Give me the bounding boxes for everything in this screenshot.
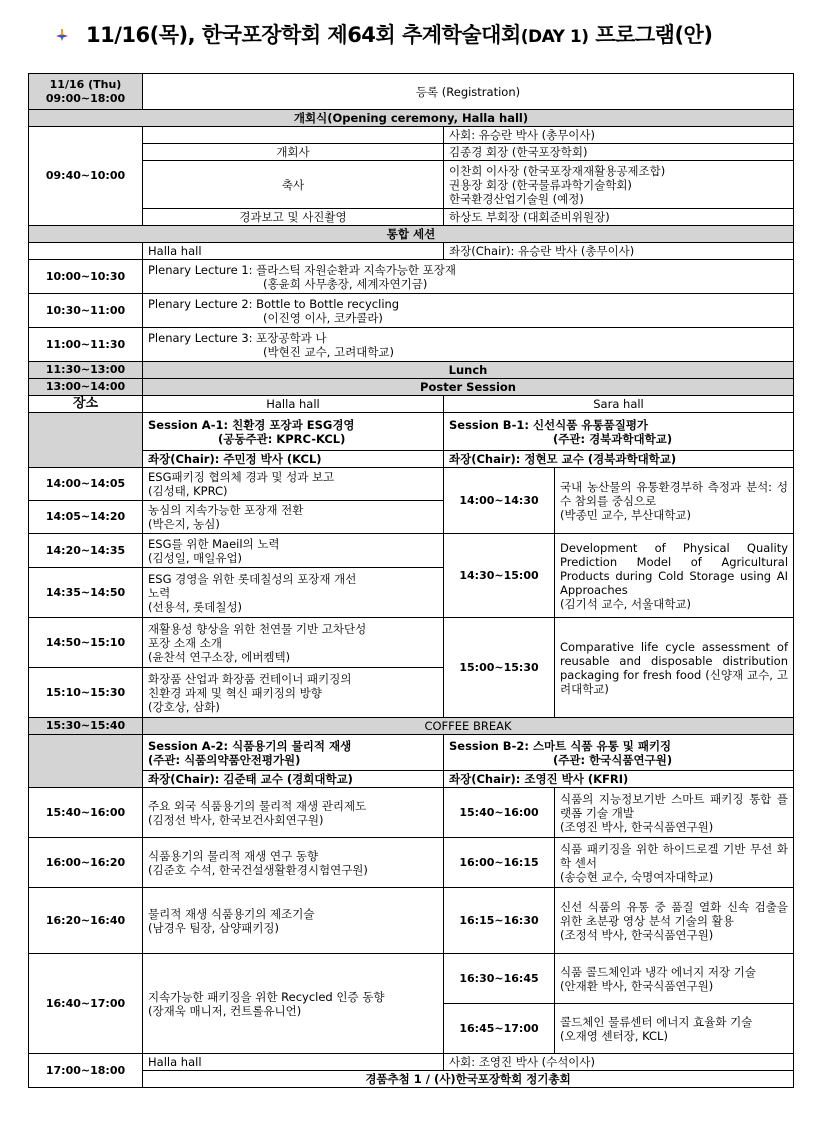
plenary-row: 10:00~10:30 Plenary Lecture 1: 플라스틱 자원순환과 지속가능한 포장재 (홍윤희 사무총장, 세계자연기금) xyxy=(29,260,794,294)
talk-a2-1: 주요 외국 식품용기의 물리적 재생 관리제도 (김정선 박사, 한국보건사회연구원) xyxy=(143,788,444,838)
registration-row xyxy=(29,74,794,110)
plenary-hall: Halla hall xyxy=(143,243,444,260)
session-a2-chair: 좌장(Chair): 김준태 교수 (경희대학교) xyxy=(143,771,444,788)
opening-address-by: 김종경 회장 (한국포장학회) xyxy=(444,144,794,161)
closing-hall: Halla hall xyxy=(143,1054,444,1071)
plenary-row: 11:00~11:30 Plenary Lecture 3: 포장공학과 나 (박현진 교수, 고려대학교) xyxy=(29,328,794,362)
talk-time: 16:20~16:40 xyxy=(29,888,143,954)
talk-a2-2: 식품용기의 물리적 재생 연구 동향 (김준호 수석, 한국건설생활환경시험연구원) xyxy=(143,838,444,888)
registration-label: 등록 (Registration) xyxy=(143,74,794,110)
poster-time: 13:00~14:00 xyxy=(29,379,143,396)
talk-a2-4: 지속가능한 패키징을 위한 Recycled 인증 동향 (장재욱 매니저, 컨트롤유니언) xyxy=(143,954,444,1054)
lunch-label: Lunch xyxy=(143,362,794,379)
plenary-empty xyxy=(29,243,143,260)
title-end: 프로그램(안) xyxy=(588,23,713,47)
opening-congrats-by: 이찬희 이사장 (한국포장재재활용공제조합) 권용장 회장 (한국물류과학기술학회) 한국환경산업기술원 (예정) xyxy=(444,161,794,209)
talk-a1-1: ESG패키징 협의체 경과 및 성과 보고 (김성태, KPRC) xyxy=(143,468,444,501)
closing-time: 17:00~18:00 xyxy=(29,1054,143,1088)
talk-time: 14:05~14:20 xyxy=(29,501,143,534)
plenary-chair: 좌장(Chair): 유승란 박사 (총무이사) xyxy=(444,243,794,260)
closing-mc: 사회: 조영진 박사 (수석이사) xyxy=(444,1054,794,1071)
talk-time: 14:35~14:50 xyxy=(29,568,143,618)
talk-b2-5: 콜드체인 물류센터 에너지 효율화 기술 (오재영 센터장, KCL) xyxy=(555,1004,794,1054)
session-b1-chair: 좌장(Chair): 정현모 교수 (경북과학대학교) xyxy=(444,451,794,468)
talk-b1-2: Development of Physical Quality Prediction Model of Agricultural Products during Cold Storage using AI Approaches (김기석 교수, 서울대학교) xyxy=(555,534,794,618)
coffee-time: 15:30~15:40 xyxy=(29,718,143,735)
opening-congrats: 축사 xyxy=(143,161,444,209)
talk-b2-4: 식품 콜드체인과 냉각 에너지 저장 기술 (안재환 박사, 한국식품연구원) xyxy=(555,954,794,1004)
venue-label: 장소 xyxy=(29,396,143,413)
session-header-empty xyxy=(29,413,143,468)
talk-time: 16:45~17:00 xyxy=(444,1004,555,1054)
session-a2-header: Session A-2: 식품용기의 물리적 재생 (주관: 식품의약품안전평가원) xyxy=(143,735,444,771)
title-day: (DAY 1) xyxy=(520,27,589,47)
session-b2-chair: 좌장(Chair): 조영진 박사 (KFRI) xyxy=(444,771,794,788)
opening-heading: 개회식(Opening ceremony, Halla hall) xyxy=(29,110,794,127)
talk-a1-6: 화장품 산업과 화장품 컨테이너 패키징의 친환경 과제 및 혁신 패키징의 방향 (강호상, 삼화) xyxy=(143,668,444,718)
talk-time: 16:00~16:20 xyxy=(29,838,143,888)
registration-time-cell: 11/16 (Thu) 09:00~18:00 xyxy=(29,74,143,110)
talk-time: 15:00~15:30 xyxy=(444,618,555,718)
plenary-heading: 통합 세션 xyxy=(29,226,794,243)
opening-mc: 사회: 유승란 박사 (총무이사) xyxy=(444,127,794,144)
opening-role-empty xyxy=(143,127,444,144)
talk-time: 14:00~14:30 xyxy=(444,468,555,534)
talk-a1-4: ESG 경영을 위한 롯데칠성의 포장재 개선 노력 (선용석, 롯데칠성) xyxy=(143,568,444,618)
talk-time: 16:15~16:30 xyxy=(444,888,555,954)
program-table xyxy=(28,73,794,1088)
session-b1-header: Session B-1: 신선식품 유통품질평가 (주관: 경북과학대학교) xyxy=(444,413,794,451)
talk-time: 15:40~16:00 xyxy=(29,788,143,838)
talk-b2-1: 식품의 지능정보기반 스마트 패키징 통합 플랫폼 기술 개발 (조영진 박사, 한국식품연구원) xyxy=(555,788,794,838)
talk-a1-5: 재활용성 향상을 위한 천연물 기반 고차단성 포장 소재 소개 (윤찬석 연구소장, 에버켐텍) xyxy=(143,618,444,668)
talk-time: 14:20~14:35 xyxy=(29,534,143,568)
opening-address: 개회사 xyxy=(143,144,444,161)
talk-a2-3: 물리적 재생 식품용기의 제조기술 (남경우 팀장, 삼양패키징) xyxy=(143,888,444,954)
venue-b: Sara hall xyxy=(444,396,794,413)
venue-a: Halla hall xyxy=(143,396,444,413)
talk-a1-2: 농심의 지속가능한 포장재 전환 (박은지, 농심) xyxy=(143,501,444,534)
opening-report-by: 하상도 부회장 (대회준비위원장) xyxy=(444,209,794,226)
session-header-empty xyxy=(29,735,143,788)
talk-time: 16:30~16:45 xyxy=(444,954,555,1004)
talk-time: 15:40~16:00 xyxy=(444,788,555,838)
opening-time: 09:40~10:00 xyxy=(29,127,143,226)
session-a1-chair: 좌장(Chair): 주민정 박사 (KCL) xyxy=(143,451,444,468)
talk-time: 14:50~15:10 xyxy=(29,618,143,668)
talk-time: 14:00~14:05 xyxy=(29,468,143,501)
coffee-label: COFFEE BREAK xyxy=(143,718,794,735)
talk-b1-3: Comparative life cycle assessment of reusable and disposable distribution packaging for fresh food (신양재 교수, 고려대학교) xyxy=(555,618,794,718)
talk-time: 16:40~17:00 xyxy=(29,954,143,1054)
title-main: 11/16(목), 한국포장학회 제64회 추계학술대회 xyxy=(86,23,521,47)
opening-report: 경과보고 및 사진촬영 xyxy=(143,209,444,226)
session-b2-header: Session B-2: 스마트 식품 유통 및 패키징 (주관: 한국식품연구원) xyxy=(444,735,794,771)
talk-a1-3: ESG를 위한 Maeil의 노력 (김성일, 매일유업) xyxy=(143,534,444,568)
lunch-time: 11:30~13:00 xyxy=(29,362,143,379)
talk-b2-2: 식품 패키징을 위한 하이드로겔 기반 무선 화학 센서 (송승현 교수, 숙명여자대학교) xyxy=(555,838,794,888)
talk-b2-3: 신선 식품의 유통 중 품질 열화 신속 검출을 위한 초분광 영상 분석 기술의 활용 (조정석 박사, 한국식품연구원) xyxy=(555,888,794,954)
talk-time: 15:10~15:30 xyxy=(29,668,143,718)
session-a1-header: Session A-1: 친환경 포장과 ESG경영 (공동주관: KPRC-KCL) xyxy=(143,413,444,451)
talk-b1-1: 국내 농산물의 유통환경부하 측정과 분석: 성수 참외를 중심으로 (박종민 교수, 부산대학교) xyxy=(555,468,794,534)
bullet-icon xyxy=(54,26,70,42)
talk-time: 14:30~15:00 xyxy=(444,534,555,618)
closing-label: 경품추첨 1 / (사)한국포장학회 정기총회 xyxy=(143,1071,794,1088)
page-title xyxy=(54,14,712,54)
plenary-row: 10:30~11:00 Plenary Lecture 2: Bottle to Bottle recycling (이진영 이사, 코카콜라) xyxy=(29,294,794,328)
talk-time: 16:00~16:15 xyxy=(444,838,555,888)
poster-label: Poster Session xyxy=(143,379,794,396)
